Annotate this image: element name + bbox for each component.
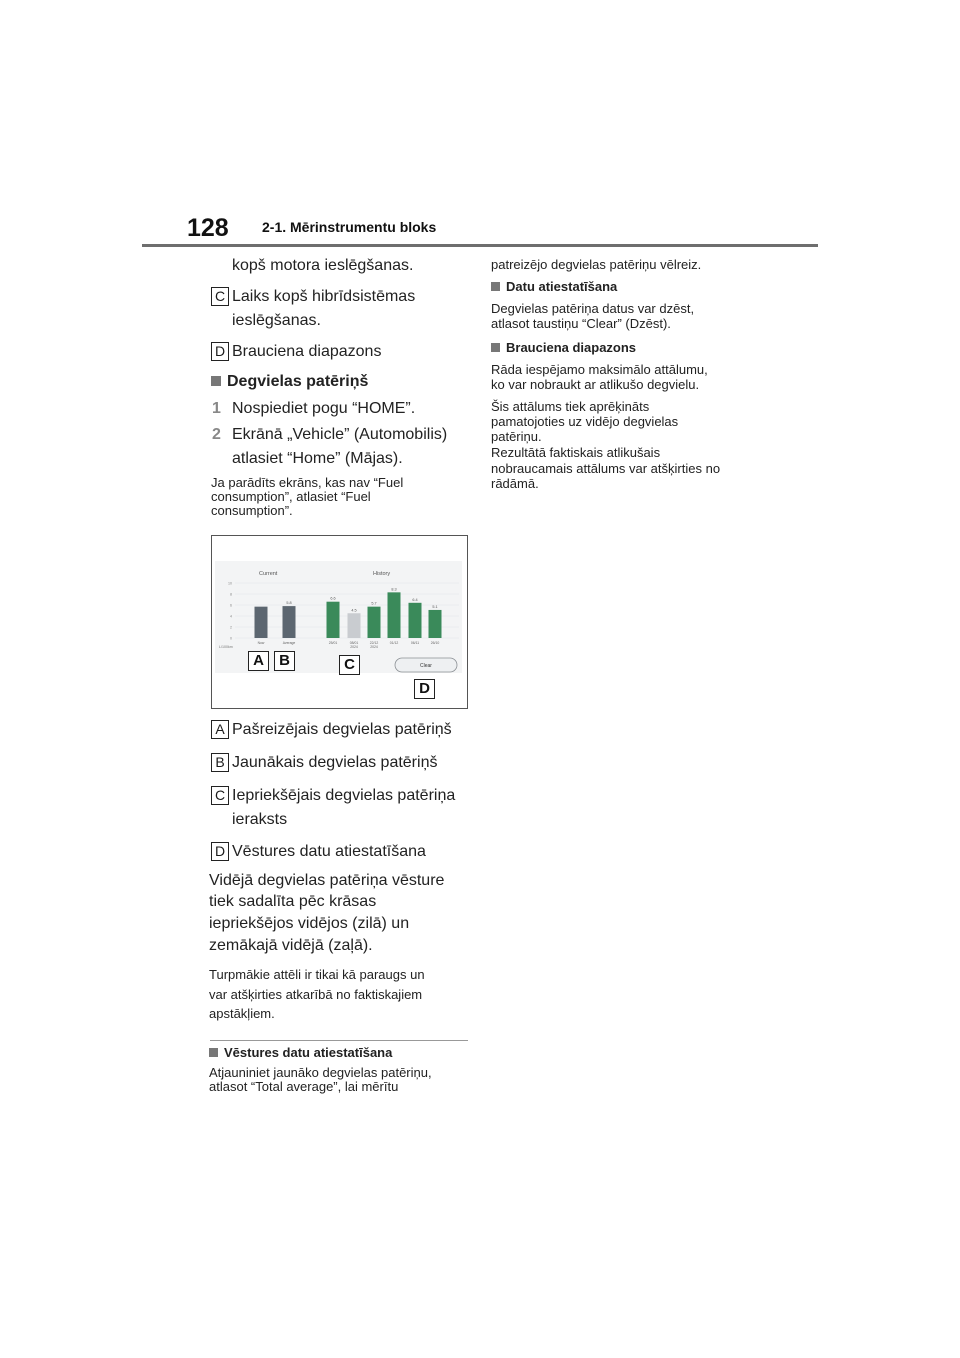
y-tick-label: 4	[230, 614, 232, 619]
legend-b-text: Jaunākais degvielas patēriņš	[232, 754, 438, 771]
note-line2: consumption”, atlasiet “Fuel	[211, 489, 371, 504]
legend-c-line2: ieraksts	[232, 811, 288, 828]
x-tick-label: 08/01	[349, 641, 359, 645]
bar	[283, 606, 296, 638]
y-tick-label: 6	[230, 603, 232, 608]
reset-line1: Atjauniniet jaunāko degvielas patēriņu,	[209, 1065, 432, 1080]
continued-text: kopš motora ieslēgšanas.	[232, 257, 414, 274]
bar-value-label: 5.1	[432, 604, 438, 609]
section-divider	[210, 1040, 468, 1041]
page-number: 128	[187, 214, 229, 242]
figure-label-b: B	[274, 651, 295, 671]
legend-tag-a: A	[211, 720, 229, 739]
legend-tag-d: D	[211, 842, 229, 861]
x-tick-label: Now	[257, 641, 265, 645]
x-tick-label: 06/11	[410, 641, 420, 645]
bar-value-label: 6.6	[330, 596, 336, 601]
data-reset-line1: Degvielas patēriņa datus var dzēst,	[491, 301, 695, 316]
calc-line5: nobraucamais attālums var atšķirties no	[491, 461, 721, 476]
bar	[368, 607, 381, 638]
heading-reset	[209, 1046, 392, 1060]
bar-value-label: 4.5	[351, 608, 357, 613]
figure-label-c: C	[339, 655, 360, 675]
heading-range	[491, 341, 636, 355]
current-label: Current	[259, 571, 278, 577]
heading-fuel	[211, 370, 368, 393]
step-1-number: 1	[212, 400, 221, 417]
note-line1: Ja parādīts ekrāns, kas nav “Fuel	[211, 475, 404, 490]
item-c-line1: Laiks kopš hibrīdsistēmas	[232, 288, 416, 305]
heading-data-reset	[491, 280, 617, 294]
y-tick-label: 0	[230, 636, 232, 641]
disclaimer-line2: var atšķirties atkarībā no faktiskajiem	[209, 987, 423, 1002]
bar-value-label: 8.3	[391, 587, 397, 592]
bar	[429, 610, 442, 638]
calc-line3: patēriņu.	[491, 429, 542, 444]
header-rule	[142, 244, 818, 247]
calc-line1: Šis attālums tiek aprēķināts	[491, 399, 650, 414]
item-d-text: Brauciena diapazons	[232, 343, 382, 360]
disclaimer-line1: Turpmākie attēli ir tikai kā paraugs un	[209, 967, 425, 982]
tag-c: C	[211, 287, 229, 306]
bar	[409, 603, 422, 638]
reset-line2: atlasot “Total average”, lai mērītu	[209, 1079, 399, 1094]
section-title: 2-1. Mērinstrumentu bloks	[262, 219, 437, 235]
bar	[348, 613, 361, 638]
calc-line6: rādāmā.	[491, 476, 539, 491]
para-line1: Vidējā degvielas patēriņa vēsture	[209, 872, 445, 889]
bar	[255, 607, 268, 638]
figure-label-a: A	[248, 651, 269, 671]
bullet-square-icon	[211, 376, 221, 386]
y-tick-label: 8	[230, 592, 232, 597]
fuel-consumption-screen-figure	[211, 535, 468, 709]
para-line3: iepriekšējos vidējos (zilā) un	[209, 915, 410, 932]
step-1-text: Nospiediet pogu “HOME”.	[232, 400, 416, 417]
y-tick-label: 2	[230, 625, 232, 630]
step-2-line1: Ekrānā „Vehicle” (Automobilis)	[232, 426, 448, 443]
legend-tag-c: C	[211, 786, 229, 805]
bar	[388, 592, 401, 638]
para-line2: tiek sadalīta pēc krāsas	[209, 893, 377, 910]
x-tick-label: 22/12	[369, 641, 379, 645]
para-line4: zemākajā vidējā (zaļā).	[209, 937, 373, 954]
data-reset-line2: atlasot taustiņu “Clear” (Dzēst).	[491, 316, 671, 331]
heading-range-text: Brauciena diapazons	[506, 340, 637, 355]
range-line1: Rāda iespējamo maksimālo attālumu,	[491, 362, 708, 377]
step-2-line2: atlasiet “Home” (Mājas).	[232, 450, 403, 467]
bullet-square-icon	[209, 1048, 218, 1057]
figure-label-d: D	[414, 679, 435, 699]
unit-label: L/100km	[219, 645, 233, 649]
range-line2: ko var nobraukt ar atlikušo degvielu.	[491, 377, 700, 392]
calc-line4: Rezultātā faktiskais atlikušais	[491, 445, 661, 460]
x-tick-label: 01/12	[389, 641, 399, 645]
history-label: History	[373, 571, 391, 577]
legend-a-text: Pašreizējais degvielas patēriņš	[232, 721, 452, 738]
right-continued-text: patreizējo degvielas patēriņu vēlreiz.	[491, 257, 702, 272]
bullet-square-icon	[491, 343, 500, 352]
heading-reset-text: Vēstures datu atiestatīšana	[224, 1045, 393, 1060]
heading-fuel-text: Degvielas patēriņš	[227, 373, 369, 390]
tag-d: D	[211, 342, 229, 361]
bullet-square-icon	[491, 282, 500, 291]
bar	[327, 602, 340, 638]
x-tick-label: 26/10	[430, 641, 440, 645]
disclaimer-line3: apstākļiem.	[209, 1006, 275, 1021]
legend-c-line1: Iepriekšējais degvielas patēriņa	[232, 787, 456, 804]
x-tick-label: 2024	[350, 645, 358, 649]
bar-value-label: 5.7	[371, 601, 377, 606]
heading-data-reset-text: Datu atiestatīšana	[506, 279, 618, 294]
bar-value-label: 6.4	[412, 597, 418, 602]
item-c-line2: ieslēgšanas.	[232, 312, 321, 329]
x-tick-label: 2024	[370, 645, 378, 649]
note-line3: consumption”.	[211, 503, 293, 518]
bar-value-label: 5.8	[286, 601, 292, 606]
legend-d-text: Vēstures datu atiestatīšana	[232, 843, 426, 860]
step-2-number: 2	[212, 426, 221, 443]
x-tick-label: Average	[282, 641, 296, 645]
x-tick-label: 25/01	[328, 641, 338, 645]
legend-tag-b: B	[211, 753, 229, 772]
clear-button[interactable]	[395, 658, 457, 672]
y-tick-label: 10	[228, 581, 232, 586]
calc-line2: pamatojoties uz vidējo degvielas	[491, 414, 679, 429]
clear-button-label: Clear	[420, 663, 432, 669]
